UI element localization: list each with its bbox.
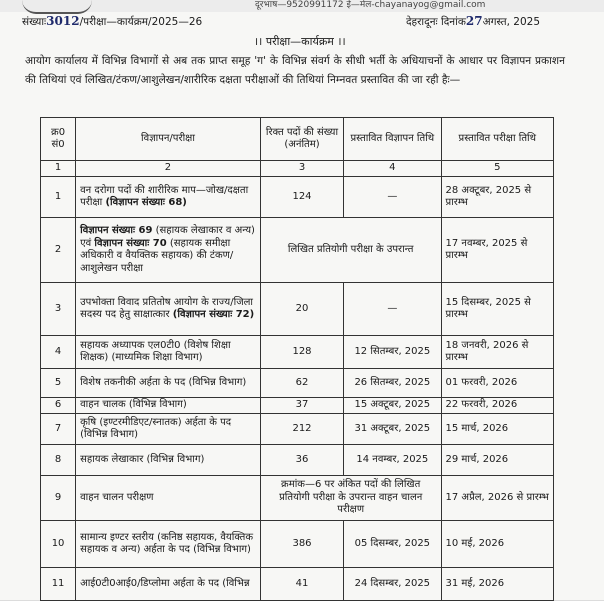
row-ad: वन दरोगा पदों की शारीरिक माप—जोख/दक्षता परीक्षा (विज्ञापन संख्याः 68) bbox=[76, 177, 261, 218]
row-adv-date: — bbox=[344, 283, 441, 336]
row-vacancies: 36 bbox=[260, 445, 343, 476]
row-exam-date: 28 अक्टूबर, 2025 से प्रारम्भ bbox=[441, 177, 553, 218]
row-exam-date: 10 मई, 2026 bbox=[441, 521, 553, 568]
row-adv-date: 12 सितम्बर, 2025 bbox=[344, 336, 441, 369]
row-vacancies: 62 bbox=[260, 369, 343, 398]
row-ad: सहायक अध्यापक एल0टी0 (विशेष शिक्षा शिक्षक) (माध्यमिक शिक्षा विभाग) bbox=[76, 336, 261, 369]
row-sn: 11 bbox=[41, 568, 76, 601]
row-adv-date: 24 दिसम्बर, 2025 bbox=[344, 568, 441, 601]
col-number: 2 bbox=[76, 161, 261, 177]
row-sn: 5 bbox=[41, 369, 76, 398]
row-exam-date: 15 मार्च, 2026 bbox=[441, 414, 553, 445]
table-row bbox=[41, 568, 554, 601]
row-exam-date: 15 दिसम्बर, 2025 से प्रारम्भ bbox=[441, 283, 553, 336]
row-ad: विज्ञापन संख्याः 69 (सहायक लेखाकार व अन्य) एवं विज्ञापन संख्याः 70 (सहायक समीक्षा अधिकारी व वैयक्तिक सहायक) की टंकण/आशुलेखन परीक्षा bbox=[76, 218, 261, 283]
contact-info: दूरभाष—9520991172 ई—मेल-chayanayog@gmail.com bbox=[255, 0, 486, 10]
table-row bbox=[41, 218, 554, 283]
row-sn: 7 bbox=[41, 414, 76, 445]
row-ad: सामान्य इण्टर स्तरीय (कनिष्ठ सहायक, वैयक्तिक सहायक व अन्य) अर्हता के पद (विभिन्न विभाग) bbox=[76, 521, 261, 568]
row-exam-date: 31 मई, 2026 bbox=[441, 568, 553, 601]
table-header-row bbox=[41, 118, 554, 161]
column-number-row bbox=[41, 161, 554, 177]
row-sn: 9 bbox=[41, 476, 76, 521]
row-vacancies: 41 bbox=[260, 568, 343, 601]
row-ad: उपभोक्ता विवाद प्रतितोष आयोग के राज्य/जिला सदस्य पद हेतु साक्षात्कार (विज्ञापन संख्याः 72) bbox=[76, 283, 261, 336]
table-row bbox=[41, 476, 554, 521]
col-number: 3 bbox=[260, 161, 343, 177]
row-sn: 8 bbox=[41, 445, 76, 476]
row-adv-date: 31 अक्टूबर, 2025 bbox=[344, 414, 441, 445]
row-adv-date: 15 अक्टूबर, 2025 bbox=[344, 398, 441, 414]
row-sn: 2 bbox=[41, 218, 76, 283]
row-adv-date: 26 सितम्बर, 2025 bbox=[344, 369, 441, 398]
intro-paragraph: आयोग कार्यालय में विभिन्न विभागों से अब तक प्राप्त समूह 'ग' के विभिन्न संवर्ग के सीधी भर्ती के अधियाचनों के आधार पर विज्ञापन प्रकाशन की तिथियां एवं लिखित/टंकण/आशुलेखन/शारीरिक दक्षता परीक्षाओं की तिथियां निम्नवत प्रस्तावित की जा रही हैः— bbox=[25, 55, 565, 86]
row-ad: वाहन चालन परीक्षण bbox=[76, 476, 261, 521]
row-ad: आई0टी0आई0/डिप्लोमा अर्हता के पद (विभिन्न bbox=[76, 568, 261, 601]
row-exam-date: 29 मार्च, 2026 bbox=[441, 445, 553, 476]
row-vacancies: 124 bbox=[260, 177, 343, 218]
row-sn: 6 bbox=[41, 398, 76, 414]
handwritten-ref-number: 3012 bbox=[46, 14, 80, 28]
row-sn: 3 bbox=[41, 283, 76, 336]
col-number: 4 bbox=[344, 161, 441, 177]
row-vacancies: 20 bbox=[260, 283, 343, 336]
row-ad: सहायक लेखाकार (विभिन्न विभाग) bbox=[76, 445, 261, 476]
table-row bbox=[41, 369, 554, 398]
row-merged-note: क्रमांक—6 पर अंकित पदों की लिखित प्रतियोगी परीक्षा के उपरान्त वाहन चालन परीक्षण bbox=[260, 476, 441, 521]
row-vacancies: 128 bbox=[260, 336, 343, 369]
row-ad: वाहन चालक (विभिन्न विभाग) bbox=[76, 398, 261, 414]
table-row bbox=[41, 445, 554, 476]
place-date: देहरादूनः दिनांक27अगस्त, 2025 bbox=[405, 14, 540, 28]
row-adv-date: 14 नवम्बर, 2025 bbox=[344, 445, 441, 476]
row-sn: 1 bbox=[41, 177, 76, 218]
row-ad: कृषि (इण्टरमीडिएट/स्नातक) अर्हता के पद (विभिन्न विभाग) bbox=[76, 414, 261, 445]
row-exam-date: 18 जनवरी, 2026 से प्रारम्भ bbox=[441, 336, 553, 369]
table-row bbox=[41, 398, 554, 414]
row-exam-date: 17 अप्रैल, 2026 से प्रारम्भ bbox=[441, 476, 553, 521]
table-row bbox=[41, 521, 554, 568]
table-row bbox=[41, 177, 554, 218]
row-exam-date: 17 नवम्बर, 2025 से प्रारम्भ bbox=[441, 218, 553, 283]
row-sn: 10 bbox=[41, 521, 76, 568]
emblem-logo bbox=[22, 0, 92, 14]
table-row bbox=[41, 414, 554, 445]
row-exam-date: 22 फरवरी, 2026 bbox=[441, 398, 553, 414]
header-ad: विज्ञापन/परीक्षा bbox=[76, 118, 261, 161]
row-sn: 4 bbox=[41, 336, 76, 369]
row-merged-note: लिखित प्रतियोगी परीक्षा के उपरान्त bbox=[260, 218, 441, 283]
table-row bbox=[41, 336, 554, 369]
subject-heading: ।। परीक्षा—कार्यक्रम ।। bbox=[254, 35, 346, 48]
row-vacancies: 386 bbox=[260, 521, 343, 568]
header-exam-date: प्रस्तावित परीक्षा तिथि bbox=[441, 118, 553, 161]
row-vacancies: 212 bbox=[260, 414, 343, 445]
row-adv-date: 05 दिसम्बर, 2025 bbox=[344, 521, 441, 568]
exam-schedule-table bbox=[40, 117, 554, 601]
row-vacancies: 37 bbox=[260, 398, 343, 414]
row-ad: विशेष तकनीकी अर्हता के पद (विभिन्न विभाग) bbox=[76, 369, 261, 398]
col-number: 5 bbox=[441, 161, 553, 177]
handwritten-date: 27 bbox=[465, 14, 483, 28]
header-sn: क्र0 सं0 bbox=[41, 118, 76, 161]
reference-number: संख्याः3012/परीक्षा—कार्यक्रम/2025—26 bbox=[22, 14, 203, 28]
row-adv-date: — bbox=[344, 177, 441, 218]
table-row bbox=[41, 283, 554, 336]
col-number: 1 bbox=[41, 161, 76, 177]
row-exam-date: 01 फरवरी, 2026 bbox=[441, 369, 553, 398]
header-adv-date: प्रस्तावित विज्ञापन तिथि bbox=[344, 118, 441, 161]
header-vacancies: रिक्त पदों की संख्या (अनंतिम) bbox=[260, 118, 343, 161]
